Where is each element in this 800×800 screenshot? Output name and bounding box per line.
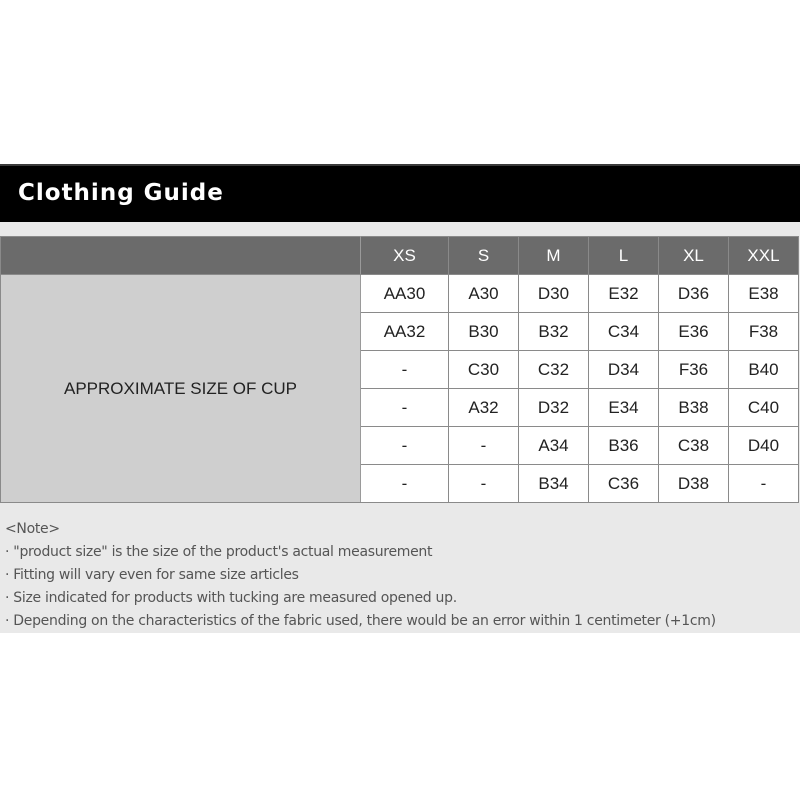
table-header-row xyxy=(1,237,799,275)
table-cell: AA30 xyxy=(361,275,449,313)
table-cell: C34 xyxy=(589,313,659,351)
table-cell: - xyxy=(449,427,519,465)
table-cell: B38 xyxy=(659,389,729,427)
column-header-m: M xyxy=(519,237,589,275)
note-item: · Fitting will vary even for same size articles xyxy=(5,567,299,583)
table-cell: F38 xyxy=(729,313,799,351)
table-cell: D38 xyxy=(659,465,729,503)
table-cell: - xyxy=(361,427,449,465)
size-guide-area xyxy=(0,222,800,633)
table-cell: E36 xyxy=(659,313,729,351)
table-cell: - xyxy=(361,351,449,389)
table-cell: E34 xyxy=(589,389,659,427)
note-item: · Size indicated for products with tucking are measured opened up. xyxy=(5,590,457,606)
notes-section xyxy=(5,518,716,633)
table-cell: D30 xyxy=(519,275,589,313)
table-cell: F36 xyxy=(659,351,729,389)
table-cell: A30 xyxy=(449,275,519,313)
table-header-blank xyxy=(1,237,361,275)
table-cell: A32 xyxy=(449,389,519,427)
table-cell: A34 xyxy=(519,427,589,465)
notes-heading: <Note> xyxy=(5,521,60,537)
table-cell: D40 xyxy=(729,427,799,465)
table-cell: C38 xyxy=(659,427,729,465)
column-header-xxl: XXL xyxy=(729,237,799,275)
table-cell: B36 xyxy=(589,427,659,465)
table-cell: E38 xyxy=(729,275,799,313)
header-bar xyxy=(0,164,800,222)
table-cell: B32 xyxy=(519,313,589,351)
table-cell: C32 xyxy=(519,351,589,389)
table-cell: AA32 xyxy=(361,313,449,351)
row-label: APPROXIMATE SIZE OF CUP xyxy=(1,275,361,503)
table-cell: - xyxy=(729,465,799,503)
table-cell: D34 xyxy=(589,351,659,389)
table-cell: B30 xyxy=(449,313,519,351)
size-table xyxy=(0,236,799,503)
column-header-s: S xyxy=(449,237,519,275)
table-cell: B34 xyxy=(519,465,589,503)
column-header-xl: XL xyxy=(659,237,729,275)
table-cell: B40 xyxy=(729,351,799,389)
table-cell: C40 xyxy=(729,389,799,427)
table-cell: - xyxy=(449,465,519,503)
column-header-l: L xyxy=(589,237,659,275)
table-cell: - xyxy=(361,389,449,427)
table-row xyxy=(1,275,799,313)
table-cell: - xyxy=(361,465,449,503)
column-header-xs: XS xyxy=(361,237,449,275)
table-cell: E32 xyxy=(589,275,659,313)
page-title: Clothing Guide xyxy=(18,180,224,206)
table-cell: D32 xyxy=(519,389,589,427)
note-item: · "product size" is the size of the product's actual measurement xyxy=(5,544,433,560)
table-cell: C30 xyxy=(449,351,519,389)
table-cell: C36 xyxy=(589,465,659,503)
note-item: · Depending on the characteristics of the fabric used, there would be an error within 1 centimeter (+1cm) xyxy=(5,613,716,629)
table-cell: D36 xyxy=(659,275,729,313)
